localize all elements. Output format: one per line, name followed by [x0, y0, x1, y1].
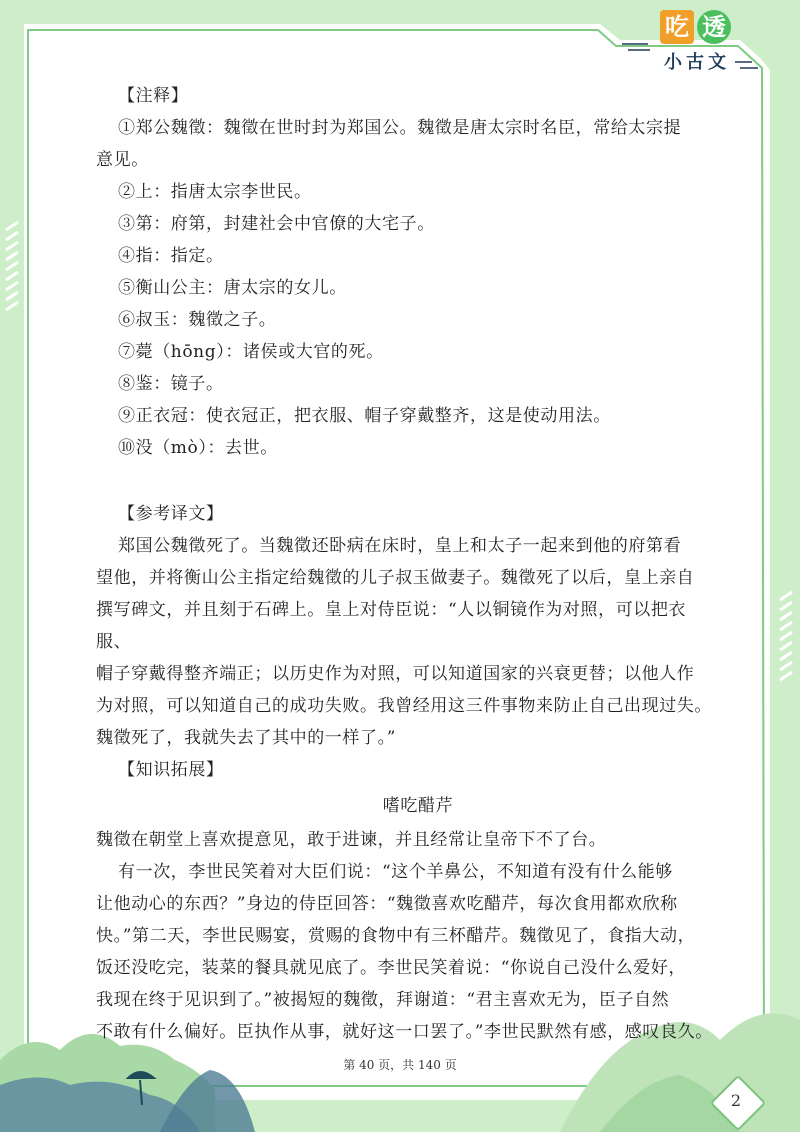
note-line: ⑩没（mò）：去世。	[118, 438, 278, 458]
note-line: ③第：府第，封建社会中官僚的大宅子。	[118, 214, 435, 234]
page-number: 2	[730, 1091, 742, 1110]
logo-subtitle: 小古文	[664, 52, 730, 73]
logo-char-tou: 透	[697, 10, 731, 44]
note-line: ②上：指唐太宗李世民。	[118, 182, 312, 202]
story-line: 让他动心的东西？”身边的侍臣回答：“魏徵喜欢吃醋芹，每次食用都欢欣称	[96, 894, 678, 914]
note-line: ⑦薨（hōng）：诸侯或大官的死。	[118, 342, 384, 362]
note-line: ⑤衡山公主：唐太宗的女儿。	[118, 278, 347, 298]
translation-line: 为对照，可以知道自己的成功失败。我曾经用这三件事物来防止自己出现过失。	[96, 696, 712, 716]
note-line: 意见。	[96, 150, 149, 170]
story-line: 我现在终于见识到了。”被揭短的魏徵，拜谢道：“君主喜欢无为，臣子自然	[96, 990, 670, 1010]
section-gap	[118, 464, 718, 498]
story-line: 不敢有什么偏好。臣执作从事，就好这一口罢了。”李世民默然有感，感叹良久。	[96, 1022, 713, 1042]
story-line: 快。”第二天，李世民赐宴，赏赐的食物中有三杯醋芹。魏徵见了，食指大动，	[96, 926, 696, 946]
translation-line: 魏徵死了，我就失去了其中的一样了。”	[96, 728, 396, 748]
note-line: ④指：指定。	[118, 246, 224, 266]
translation-line: 郑国公魏徵死了。当魏徵还卧病在床时，皇上和太子一起来到他的府第看	[118, 536, 682, 556]
note-line: ⑨正衣冠：使衣冠正，把衣服、帽子穿戴整齐，这是使动用法。	[118, 406, 611, 426]
translation-line: 望他，并将衡山公主指定给魏徵的儿子叔玉做妻子。魏徵死了以后，皇上亲自	[96, 568, 695, 588]
logo-char-chi: 吃	[660, 10, 694, 44]
translation-heading: 【参考译文】	[118, 504, 224, 524]
translation-line: 撰写碑文，并且刻于石碑上。皇上对侍臣说：“人以铜镜作为对照，可以把衣服、	[96, 600, 687, 652]
story-title: 嗜吃醋芹	[382, 796, 454, 816]
note-line: ①郑公魏徵：魏徵在世时封为郑国公。魏徵是唐太宗时名臣，常给太宗提	[118, 118, 682, 138]
translation-line: 帽子穿戴得整齐端正；以历史作为对照，可以知道国家的兴衰更替；以他人作	[96, 664, 695, 684]
note-line: ⑥叔玉：魏徵之子。	[118, 310, 277, 330]
note-line: ⑧鉴：镜子。	[118, 374, 224, 394]
page-content	[96, 80, 718, 1048]
story-line: 有一次，李世民笑着对大臣们说：“这个羊鼻公，不知道有没有什么能够	[118, 862, 673, 882]
extension-heading: 【知识拓展】	[118, 760, 224, 780]
notes-heading: 【注释】	[118, 86, 189, 106]
story-line: 魏徵在朝堂上喜欢提意见，敢于进谏，并且经常让皇帝下不了台。	[96, 830, 607, 850]
story-line: 饭还没吃完，装菜的餐具就见底了。李世民笑着说：“你说自己没什么爱好，	[96, 958, 687, 978]
page-footer: 第 40 页，共 140 页	[343, 1058, 457, 1072]
